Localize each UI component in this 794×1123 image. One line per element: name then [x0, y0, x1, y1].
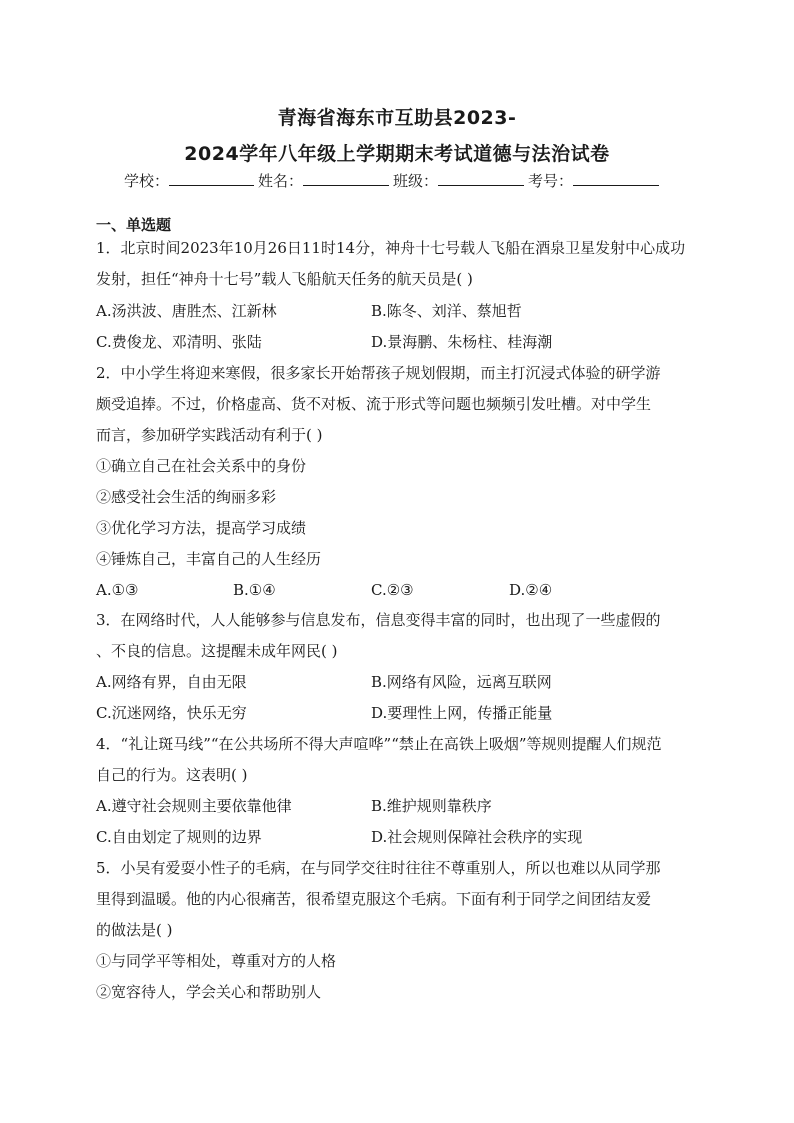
- class-blank[interactable]: [438, 171, 524, 186]
- question-3-option-c[interactable]: C.沉迷网络，快乐无穷: [96, 704, 247, 722]
- question-2-stem: 2．中小学生将迎来寒假，很多家长开始帮孩子规划假期，而主打沉浸式体验的研学游: [96, 364, 661, 382]
- class-label: 班级：: [393, 172, 439, 190]
- question-4-option-d[interactable]: D.社会规则保障社会秩序的实现: [371, 828, 583, 846]
- question-3-option-b[interactable]: B.网络有风险，远离互联网: [371, 673, 552, 691]
- question-2-option-d[interactable]: D.②④: [509, 581, 553, 599]
- question-1-option-d[interactable]: D.景海鹏、朱杨柱、桂海潮: [371, 333, 553, 351]
- question-4-stem: 自己的行为。这表明( ): [96, 766, 248, 784]
- question-4-option-a[interactable]: A.遵守社会规则主要依靠他律: [96, 797, 292, 815]
- question-2-option-a[interactable]: A.①③: [96, 581, 139, 599]
- question-5-stem: 5．小吴有爱耍小性子的毛病，在与同学交往时往往不尊重别人，所以也难以从同学那: [96, 859, 661, 877]
- name-blank[interactable]: [303, 171, 389, 186]
- question-2-statement-2: ②感受社会生活的绚丽多彩: [96, 488, 277, 506]
- question-1-stem: 发射，担任“神舟十七号”载人飞船航天任务的航天员是( ): [96, 270, 473, 288]
- question-2-option-c[interactable]: C.②③: [371, 581, 414, 599]
- section-title: 一、单选题: [96, 216, 172, 234]
- name-label: 姓名：: [258, 172, 304, 190]
- question-3-stem: 3．在网络时代，人人能够参与信息发布，信息变得丰富的同时，也出现了一些虚假的: [96, 611, 661, 629]
- question-1-option-a[interactable]: A.汤洪波、唐胜杰、江新林: [96, 302, 277, 320]
- question-3-stem: 、不良的信息。这提醒未成年网民( ): [96, 642, 338, 660]
- exam-title-line-2: 2024学年八年级上学期期末考试道德与法治试卷: [184, 143, 610, 165]
- question-4-option-b[interactable]: B.维护规则靠秩序: [371, 797, 492, 815]
- question-3-option-d[interactable]: D.要理性上网，传播正能量: [371, 704, 553, 722]
- question-5-stem: 的做法是( ): [96, 921, 173, 939]
- exam-title-line-1: 青海省海东市互助县2023-: [277, 107, 517, 129]
- question-1-stem: 1．北京时间2023年10月26日11时14分，神舟十七号载人飞船在酒泉卫星发射中心成功: [96, 239, 686, 257]
- question-2-option-b[interactable]: B.①④: [233, 581, 276, 599]
- student-info-row: [124, 170, 659, 191]
- question-2-statement-3: ③优化学习方法，提高学习成绩: [96, 519, 307, 537]
- question-5-stem: 里得到温暖。他的内心很痛苦，很希望克服这个毛病。下面有利于同学之间团结友爱: [96, 890, 652, 908]
- question-4-option-c[interactable]: C.自由划定了规则的边界: [96, 828, 262, 846]
- question-5-statement-1: ①与同学平等相处，尊重对方的人格: [96, 952, 337, 970]
- question-1-option-c[interactable]: C.费俊龙、邓清明、张陆: [96, 333, 262, 351]
- question-2-statement-1: ①确立自己在社会关系中的身份: [96, 457, 307, 475]
- exam-number-blank[interactable]: [573, 171, 659, 186]
- question-4-stem: 4．“礼让斑马线”“在公共场所不得大声喧哗”“禁止在高铁上吸烟”等规则提醒人们规范: [96, 735, 662, 753]
- exam-number-label: 考号：: [528, 172, 574, 190]
- question-2-stem: 而言，参加研学实践活动有利于( ): [96, 426, 323, 444]
- question-2-stem: 颇受追捧。不过，价格虚高、货不对板、流于形式等问题也频频引发吐槽。对中学生: [96, 395, 652, 413]
- school-label: 学校：: [124, 172, 170, 190]
- school-blank[interactable]: [169, 171, 254, 186]
- question-3-option-a[interactable]: A.网络有界，自由无限: [96, 673, 247, 691]
- question-1-option-b[interactable]: B.陈冬、刘洋、蔡旭哲: [371, 302, 522, 320]
- question-2-statement-4: ④锤炼自己，丰富自己的人生经历: [96, 550, 322, 568]
- question-5-statement-2: ②宽容待人，学会关心和帮助别人: [96, 983, 322, 1001]
